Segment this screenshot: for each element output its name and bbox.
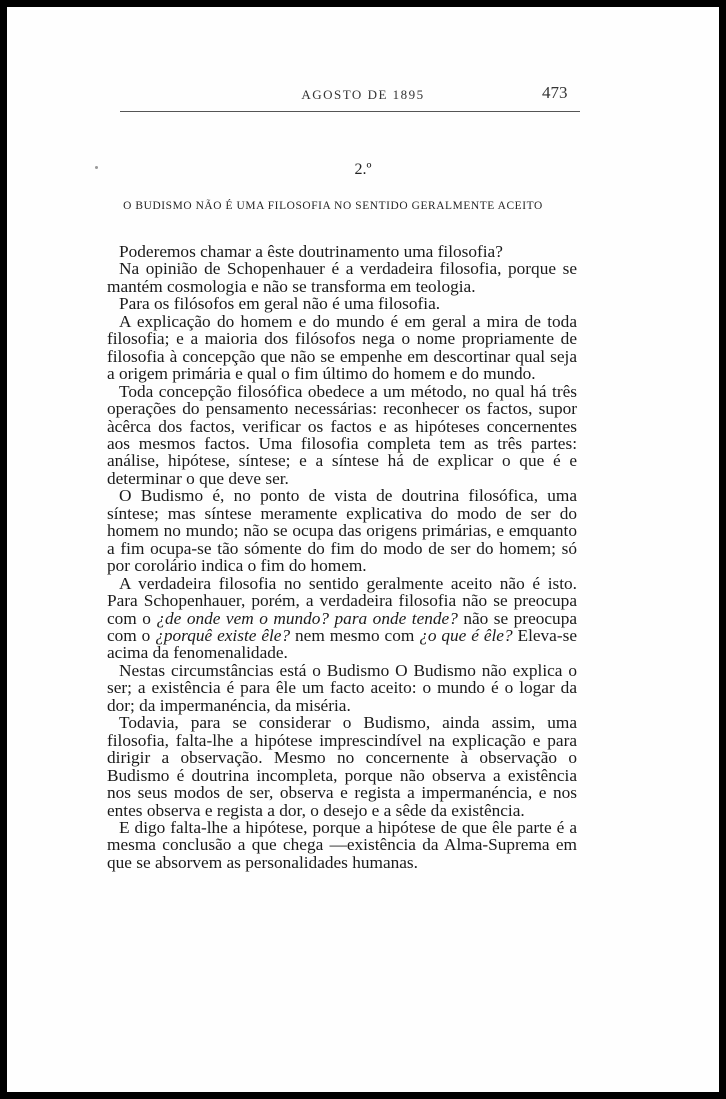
page-number: 473 bbox=[542, 83, 568, 102]
italic-question: ¿porquê existe êle? bbox=[155, 625, 291, 645]
paragraph: O Budismo é, no ponto de vista de doutrina filosófica, uma síntese; mas síntese meramente explicativa do modo de ser do homem no mundo; não se ocupa das origens primárias, e emquanto a fim ocupa-se tão sómente do fim do modo de ser do homem; só por corolário indica o fim do homem. bbox=[107, 486, 577, 576]
paragraph: Todavia, para se considerar o Budismo, ainda assim, uma filosofia, falta-lhe a hipótese imprescindível na explicação e para dirigir a observação. Mesmo no concernente à observação o Budismo é doutrina incompleta, porque não observa a existência nos seus modos de ser, observa e regista a impermanéncia, e nos entes observa e regista a dor, o desejo e a sêde da existência. bbox=[107, 713, 577, 820]
running-head bbox=[7, 83, 719, 107]
text-run: não se preocupa com o bbox=[107, 608, 577, 645]
header-rule bbox=[120, 111, 580, 112]
paragraph bbox=[107, 575, 577, 662]
section-title: O BUDISMO NÃO É UMA FILOSOFIA NO SENTIDO GERALMENTE ACEITO bbox=[123, 200, 543, 212]
paragraph: A explicação do homem e do mundo é em geral a mira de toda filosofia; e a maioria dos filósofos nega o nome propriamente de filosofia à concepção que não se empenhe em descortinar qual seja a origem primária e qual o fim último do homem e do mundo. bbox=[107, 311, 577, 384]
book-page bbox=[7, 7, 719, 1092]
paragraph: Toda concepção filosófica obedece a um método, no qual há três operações do pensamento necessárias: reconhecer os factos, supor àcêrca dos factos, verificar os factos e as hipóteses concernentes aos mesmos factos. Uma filosofia completa tem as três partes: análise, hipótese, síntese; e a síntese há de explicar o que é e determinar o que deve ser. bbox=[107, 381, 577, 488]
section-number: 2.º bbox=[354, 161, 372, 178]
body-text bbox=[107, 243, 577, 871]
text-run: A verdadeira filosofia no sentido geralmente aceito não é isto. Para Schopenhauer, porém, a verdadeira filosofia não se preocupa com o bbox=[107, 573, 577, 628]
text-run: nem mesmo com bbox=[290, 625, 420, 645]
header-date: AGOSTO DE 1895 bbox=[301, 87, 425, 102]
italic-question: ¿de onde vem o mundo? para onde tende? bbox=[156, 608, 458, 628]
paragraph: Nestas circumstâncias está o Budismo O Budismo não explica o ser; a existência é para êle um facto aceito: o mundo é o logar da dor; da impermanéncia, da miséria. bbox=[107, 660, 577, 715]
text-run: Eleva-se acima da fenomenalidade. bbox=[107, 625, 578, 663]
paragraph: E digo falta-lhe a hipótese, porque a hipótese de que êle parte é a mesma conclusão a que chega —existência da Alma-Suprema em que se absorvem as personalidades humanas. bbox=[107, 817, 577, 872]
paragraph: Para os filósofos em geral não é uma filosofia. bbox=[119, 294, 441, 314]
paragraph: Na opinião de Schopenhauer é a verdadeira filosofia, porque se mantém cosmologia e não se transforma em teologia. bbox=[107, 259, 577, 296]
italic-question: ¿o que é êle? bbox=[419, 625, 513, 645]
paragraph: Poderemos chamar a êste doutrinamento uma filosofia? bbox=[119, 242, 503, 261]
